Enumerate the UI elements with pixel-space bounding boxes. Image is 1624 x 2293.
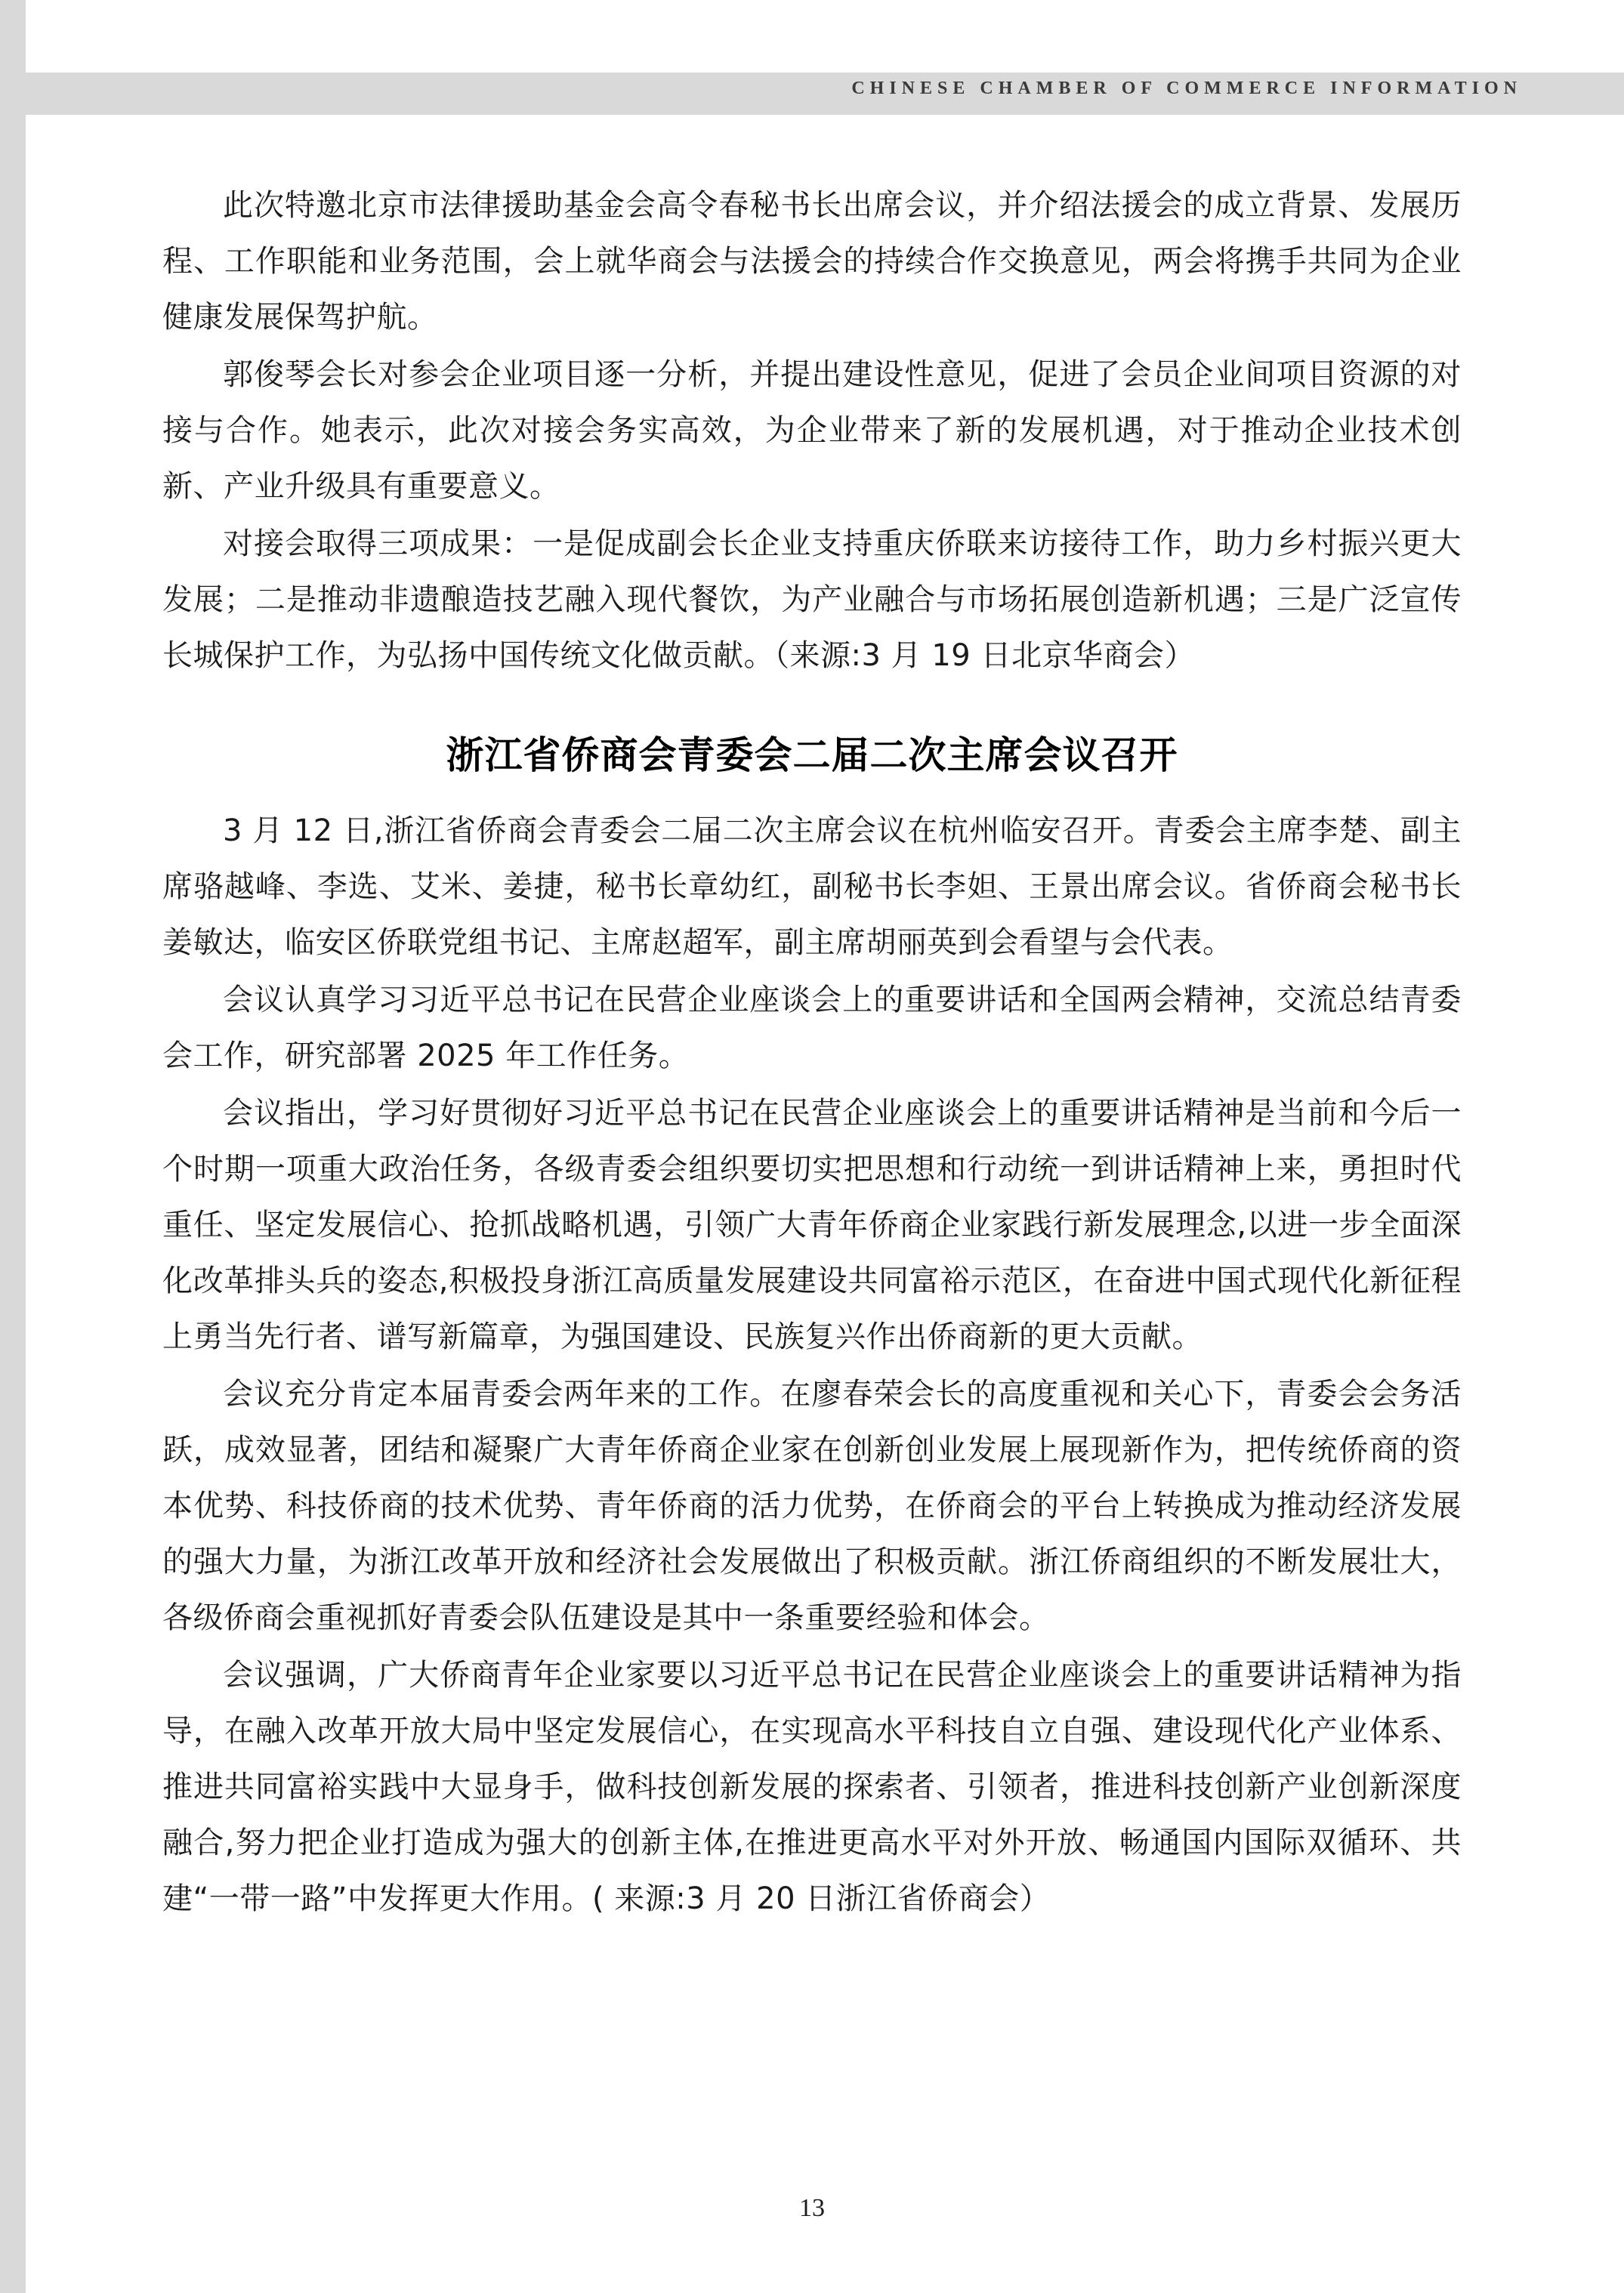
article2-paragraph-3: 会议指出，学习好贯彻好习近平总书记在民营企业座谈会上的重要讲话精神是当前和今后一个时期一项重大政治任务，各级青委会组织要切实把思想和行动统一到讲话精神上来，勇担时代重任、坚定发展信心、抢抓战略机遇，引领广大青年侨商企业家践行新发展理念,以进一步全面深化改革排头兵的姿态,积极投身浙江高质量发展建设共同富裕示范区，在奋进中国式现代化新征程上勇当先行者、谱写新篇章，为强国建设、民族复兴作出侨商新的更大贡献。	[162, 1096, 1462, 1354]
article2-paragraph-5: 会议强调，广大侨商青年企业家要以习近平总书记在民营企业座谈会上的重要讲话精神为指导，在融入改革开放大局中坚定发展信心，在实现高水平科技自立自强、建设现代化产业体系、推进共同富裕实践中大显身手，做科技创新发展的探索者、引领者，推进科技创新产业创新深度融合,努力把企业打造成为强大的创新主体,在推进更高水平对外开放、畅通国内国际双循环、共建“一带一路”中发挥更大作用。( 来源:3 月 20 日浙江省侨商会）	[162, 1658, 1462, 1916]
left-margin-bar	[0, 0, 26, 2293]
running-header-title: CHINESE CHAMBER OF COMMERCE INFORMATION	[851, 79, 1522, 98]
page-content	[162, 177, 1462, 1928]
article2-paragraph-2: 会议认真学习习近平总书记在民营企业座谈会上的重要讲话和全国两会精神，交流总结青委会工作，研究部署 2025 年工作任务。	[162, 983, 1462, 1073]
article2-title: 浙江省侨商会青委会二届二次主席会议召开	[446, 733, 1178, 777]
article1-paragraph-1: 此次特邀北京市法律援助基金会高令春秘书长出席会议，并介绍法援会的成立背景、发展历程、工作职能和业务范围，会上就华商会与法援会的持续合作交换意见，两会将携手共同为企业健康发展保驾护航。	[162, 188, 1462, 335]
page-number: 13	[799, 2194, 825, 2222]
article1-paragraph-3: 对接会取得三项成果：一是促成副会长企业支持重庆侨联来访接待工作，助力乡村振兴更大发展；二是推动非遗酿造技艺融入现代餐饮，为产业融合与市场拓展创造新机遇；三是广泛宣传长城保护工作，为弘扬中国传统文化做贡献。（来源:3 月 19 日北京华商会）	[162, 526, 1462, 673]
article2-paragraph-4: 会议充分肯定本届青委会两年来的工作。在廖春荣会长的高度重视和关心下，青委会会务活跃，成效显著，团结和凝聚广大青年侨商企业家在创新创业发展上展现新作为，把传统侨商的资本优势、科技侨商的技术优势、青年侨商的活力优势，在侨商会的平台上转换成为推动经济发展的强大力量，为浙江改革开放和经济社会发展做出了积极贡献。浙江侨商组织的不断发展壮大，各级侨商会重视抓好青委会队伍建设是其中一条重要经验和体会。	[162, 1377, 1462, 1635]
article2-paragraph-1: 3 月 12 日,浙江省侨商会青委会二届二次主席会议在杭州临安召开。青委会主席李楚、副主席骆越峰、李选、艾米、姜捷，秘书长章幼红，副秘书长李妲、王景出席会议。省侨商会秘书长姜敏达，临安区侨联党组书记、主席赵超军，副主席胡丽英到会看望与会代表。	[162, 813, 1462, 960]
article1-paragraph-2: 郭俊琴会长对参会企业项目逐一分析，并提出建设性意见，促进了会员企业间项目资源的对接与合作。她表示，此次对接会务实高效，为企业带来了新的发展机遇，对于推动企业技术创新、产业升级具有重要意义。	[162, 357, 1462, 504]
